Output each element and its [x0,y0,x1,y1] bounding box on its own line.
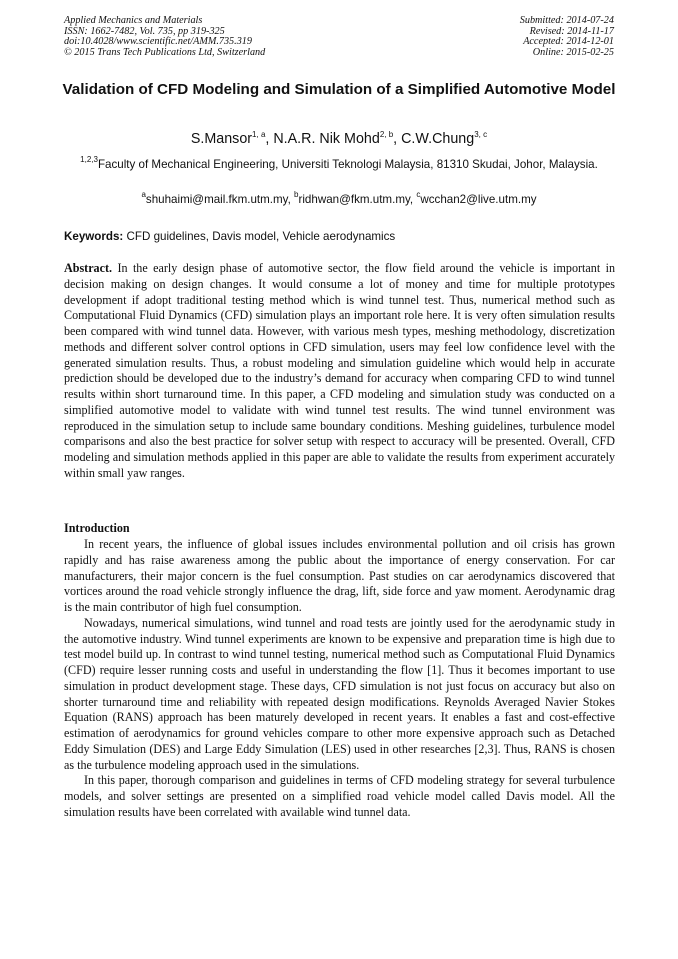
email-superscript: b [294,190,299,199]
keywords-label: Keywords: [64,230,124,243]
affiliation-superscript: 1,2,3 [80,155,98,164]
journal-doi: doi:10.4028/www.scientific.net/AMM.735.319 [64,36,252,48]
email-address[interactable]: wcchan2@live.utm.my [420,193,537,206]
introduction-paragraph: Nowadays, numerical simulations, wind tunnel and road tests are jointly used for the aerodynamic study in the automotive industry. Wind tunnel experiments are known to be expensive and preparation time is high due to test model build up. In contrast to wind tunnel testing, numerical method such as Computational Fluid Dynamics (CFD) require lesser running costs and useful in understanding the flow [1]. Thus it becomes important to use simulation in product development stage. These days, CFD simulation is not just focus on accuracy but also on shorter turnaround time and reliability with repeated design modifications. Reynolds Averaged Navier Stokes Equation (RANS) approach has been maturely developed in recent years. It enables a fast and cost-effective estimation of aerodynamics for ground vehicles compare to other more expensive approach such as Detached Eddy Simulation (DES) and Large Eddy Simulation (LES) used in other researches [2,3]. Thus, RANS is chosen as the turbulence modeling approach used in the simulations. [64,615,615,772]
affiliation-text: Faculty of Mechanical Engineering, Universiti Teknologi Malaysia, 81310 Skudai, Johor, Malaysia. [97,158,598,171]
email-address[interactable]: shuhaimi@mail.fkm.utm.my [145,193,288,206]
introduction-body [64,537,615,821]
abstract-text: In the early design phase of automotive sector, the flow field around the vehicle is important in decision making on design changes. It would consume a lot of money and time for multiple prototypes development if adopt traditional testing method which is wind tunnel test. Thus, numerical method such as Computational Fluid Dynamics (CFD) simulation plays an important role here. It is very often simulation results been compared with wind tunnel data. However, with various mesh types, meshing methodology, discretization methods and different solver control options in CFD simulation, users may feel low confidence level with the generated simulation results. Thus, a robust modeling and simulation guideline which would help in accurate prediction should be developed due to the industry’s demand for accuracy when comparing CFD to wind tunnel results within short turnaround time. In this paper, a CFD modeling and simulation study was conducted on a simplified automotive model to validate with wind tunnel test results. The wind tunnel environment was reproduced in the simulation setup to include same boundary conditions. Meshing guidelines, turbulence model comparisons and also the best practice for solver setup with respect to accuracy will be presented. Overall, CFD modeling and simulation methods applied in this paper are able to validate the results from experiment accurately within small yaw ranges. [64,261,615,480]
journal-name: Applied Mechanics and Materials [64,15,203,26]
date-revised: Revised: 2014-11-17 [529,25,614,37]
author-name: S.Mansor [190,131,253,147]
email-superscript: a [141,190,146,199]
journal-header-left [64,16,265,58]
author-list: S.Mansor$^{1, a}$, N.A.R. Nik Mohd$^{2, b}$, C.W.Chung$^{3, c}$ [190,130,488,147]
keywords-text: CFD guidelines, Davis model, Vehicle aerodynamics [126,230,396,243]
date-submitted: Submitted: 2014-07-24 [519,15,614,26]
email-superscript: c [416,190,421,199]
email-list: $^a$shuhaimi@mail.fkm.utm.my, $^b$ridhwan@fkm.utm.my, $^c$wcchan2@live.utm.my [141,190,537,206]
author-name: C.W.Chung [401,131,475,147]
abstract [64,261,615,482]
journal-issn: ISSN: 1662-7482, Vol. 735, pp 319-325 [64,25,225,37]
author-superscript: 2, b [379,130,394,139]
introduction-heading: Introduction [64,521,130,535]
abstract-label: Abstract. [64,261,113,275]
introduction-paragraph: In recent years, the influence of global issues includes environmental pollution and oil crisis has grown rapidly and has raise awareness among the public about the importance of energy conservation. For car manufacturers, their major concern is the fuel consumption. Past studies on car aerodynamics discovered that vortices around the road vehicle strongly influence the drag, lift, side force and yaw moment. Aerodynamic drag is the main contributor of high fuel consumption. [64,537,615,614]
keywords [64,229,615,244]
author-superscript: 3, c [474,130,488,139]
affiliation [76,157,602,173]
journal-copyright: © 2015 Trans Tech Publications Ltd, Switzerland [64,46,266,58]
author-name: N.A.R. Nik Mohd [273,131,380,147]
author-superscript: 1, a [252,130,266,139]
paper-title: Validation of CFD Modeling and Simulation of a Simplified Automotive Model [62,81,616,98]
date-accepted: Accepted: 2014-12-01 [523,36,614,48]
email-address[interactable]: ridhwan@fkm.utm.my [298,193,410,206]
introduction-paragraph: In this paper, thorough comparison and guidelines in terms of CFD modeling strategy for several turbulence models, and solver settings are presented on a simplified road vehicle model called Davis model. All the simulation results have been correlated with available wind tunnel data. [64,773,615,819]
date-online: Online: 2015-02-25 [532,46,614,58]
journal-header-right [520,16,614,58]
